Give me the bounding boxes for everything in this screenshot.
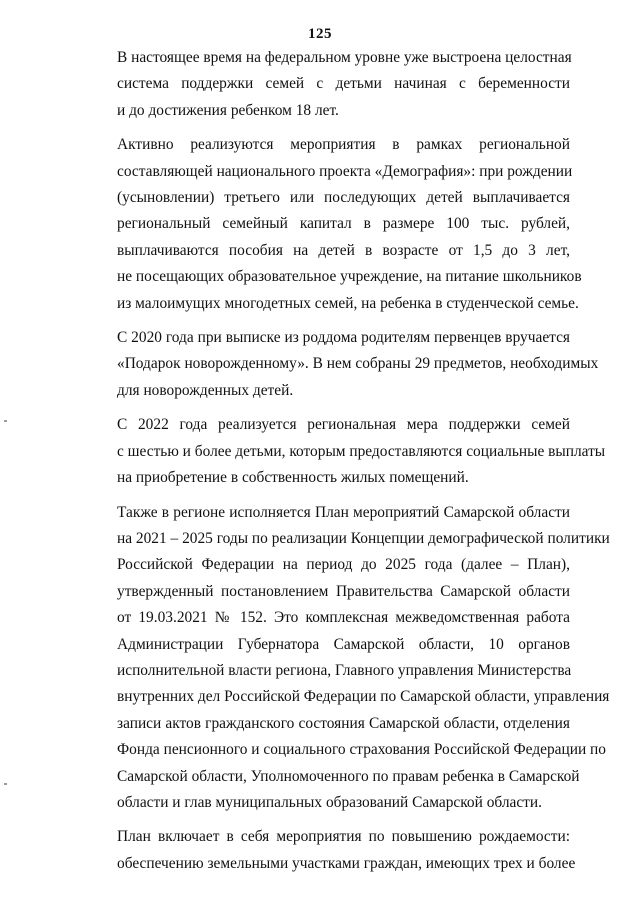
text-line: составляющей национального проекта «Демография»: при рождении [117, 162, 573, 180]
text-line: Фонда пенсионного и социального страхования Российской Федерации по [117, 741, 606, 759]
text-line: региональный семейный капитал в размере 100 тыс. рублей, [117, 215, 570, 233]
text-line: Самарской области, Уполномоченного по правам ребенка в Самарской [117, 767, 580, 785]
paragraph [77, 325, 599, 404]
scan-artifact-mark [4, 420, 7, 422]
text-line: выплачиваются пособия на детей в возрасте от 1,5 до 3 лет, [117, 241, 570, 259]
text-line: исполнительной власти региона, Главного управления Министерства [117, 661, 572, 679]
text-line: утвержденный постановлением Правительства Самарской области [117, 582, 570, 600]
paragraph [77, 824, 576, 877]
text-line: внутренних дел Российской Федерации по Самарской области, управления [117, 688, 610, 706]
text-line: С 2022 года реализуется региональная мера поддержки семей [117, 416, 570, 434]
text-line: Российской Федерации на период до 2025 года (далее – План), [117, 556, 570, 574]
paragraph [77, 412, 606, 491]
page-number: 125 [308, 26, 332, 42]
text-line: на 2021 – 2025 годы по реализации Концепции демографической политики [117, 529, 610, 547]
paragraph [77, 500, 610, 817]
paragraph [77, 132, 582, 317]
text-line: для новорожденных детей. [117, 381, 294, 399]
text-line: План включает в себя мероприятия по повышению рождаемости: [117, 828, 570, 846]
text-line: на приобретение в собственность жилых помещений. [117, 469, 469, 487]
text-line: обеспечению земельными участками граждан, имеющих трех и более [117, 854, 576, 872]
scan-artifact-mark [4, 783, 7, 785]
text-line: с шестью и более детьми, которым предоставляются социальные выплаты [117, 442, 606, 460]
text-line: от 19.03.2021 № 152. Это комплексная межведомственная работа [117, 609, 570, 627]
text-line: записи актов гражданского состояния Самарской области, отделения [117, 714, 570, 732]
text-line: «Подарок новорожденному». В нем собраны 29 предметов, необходимых [117, 355, 599, 373]
text-line: (усыновлении) третьего или последующих детей выплачивается [117, 189, 570, 207]
text-line: и до достижения ребенком 18 лет. [117, 101, 339, 119]
paragraph [77, 45, 570, 124]
text-line: С 2020 года при выписке из роддома родителям первенцев вручается [117, 329, 570, 347]
text-line: система поддержки семей с детьми начиная с беременности [117, 75, 570, 93]
text-line: Активно реализуются мероприятия в рамках региональной [117, 136, 570, 154]
body-text [77, 45, 610, 885]
text-line: области и глав муниципальных образований Самарской области. [117, 793, 542, 811]
text-line: Администрации Губернатора Самарской области, 10 органов [117, 635, 570, 653]
text-line: В настоящее время на федеральном уровне уже выстроена целостная [117, 49, 572, 66]
text-line: не посещающих образовательное учреждение, на питание школьников [117, 268, 582, 286]
text-line: из малоимущих многодетных семей, на ребенка в студенческой семье. [117, 294, 579, 312]
text-line: Также в регионе исполняется План мероприятий Самарской области [117, 503, 570, 521]
